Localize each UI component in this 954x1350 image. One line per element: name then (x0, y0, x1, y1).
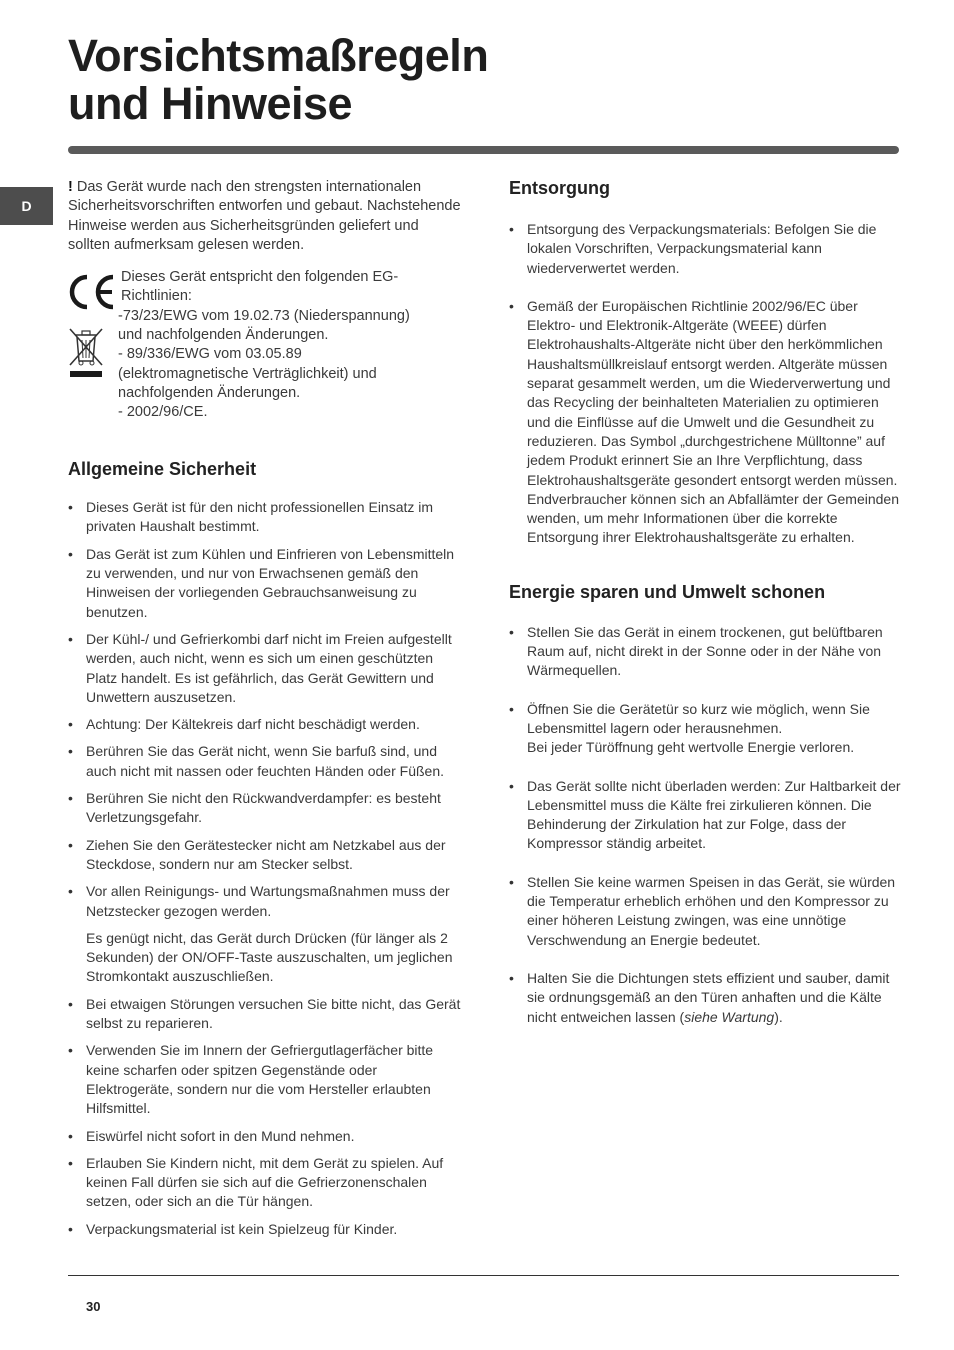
section-heading-entsorgung: Entsorgung (509, 178, 610, 198)
list-item: • Erlauben Sie Kindern nicht, mit dem Gerät zu spielen. Auf keinen Fall dürfen sie sich auf die Gefrierzonenschalen setzen, oder sich an die Tür hängen. (68, 1154, 463, 1212)
list-item: • Dieses Gerät ist für den nicht professionellen Einsatz im privaten Haushalt bestimmt. (68, 498, 463, 537)
maintenance-reference: siehe Wartung (684, 1008, 775, 1025)
ce-line: - 2002/96/CE. (118, 404, 208, 421)
ce-compliance-block (68, 269, 463, 433)
ce-line: -73/23/EWG vom 19.02.73 (Niederspannung) (118, 307, 410, 324)
language-tab: D (0, 187, 53, 225)
seal-text-end: ). (774, 1008, 783, 1025)
intro-text: Das Gerät wurde nach den strengsten internationalen Sicherheitsvorschriften entworfen und gebaut. Nachstehende Hinweise werden aus Sicherheitsgründen geliefert und sollten aufmerksam gelesen werden. (68, 179, 461, 253)
door-text: • Öffnen Sie die Gerätetür so kurz wie möglich, wenn Sie Lebensmittel lagern oder herausnehmen. (527, 700, 870, 736)
ce-line: Richtlinien: (121, 288, 192, 305)
footer-divider (68, 1275, 899, 1276)
intro-paragraph (68, 178, 463, 255)
weee-text: • Gemäß der Europäischen Richtlinie 2002/96/EC über Elektro- und Elektronik-Altgeräte (WEEE) dürfen Elektrohaushalts-Altgeräte nicht über den herkömmlichen Haushaltsmüllkreislauf entsorgt werden. Altgeräte müssen separat gesammelt werden, um die Wiederverwertung und das Recycling der beinhalteten Materialien zu optimieren und die Einflüsse auf die Umwelt und die Gesundheit zu reduzieren. Das Symbol „durchgestrichene Mülltonne” auf jedem Produkt erinnert Sie an Ihre Verpflichtung, dass Elektrohaushaltsgeräte gesondert entsorgt werden müssen. (527, 297, 898, 488)
list-item (509, 700, 904, 758)
section-heading-energie: Energie sparen und Umwelt schonen (509, 581, 826, 602)
safety-list-continued (68, 995, 463, 1239)
list-item (509, 969, 904, 1027)
list-item: • Verpackungsmaterial ist kein Spielzeug für Kinder. (68, 1220, 463, 1239)
list-item: • Vor allen Reinigungs- und Wartungsmaßnahmen muss der Netzstecker gezogen werden. (68, 882, 463, 921)
left-column (68, 178, 463, 1247)
list-item: • Achtung: Der Kältekreis darf nicht beschädigt werden. (68, 715, 463, 734)
section-heading-allgemeine-sicherheit: Allgemeine Sicherheit (68, 459, 257, 480)
list-item: • Entsorgung des Verpackungsmaterials: Befolgen Sie die lokalen Vorschriften, Verpackungsmaterial kann wiederverwertet werden. (509, 220, 904, 278)
warning-mark: ! (68, 179, 73, 195)
title-line-1: Vorsichtsmaßregeln (68, 30, 489, 81)
list-item: • Der Kühl-/ und Gefrierkombi darf nicht im Freien aufgestellt werden, auch nicht, wenn es sich um einen geschützten Platz handelt. Es ist gefährlich, das Gerät Gewittern und Unwettern auszusetzen. (68, 630, 463, 707)
right-column (509, 178, 904, 1046)
weee-text-continued: Endverbraucher können sich an Abfallämter der Gemeinden wenden, um mehr Informationen über die korrekte Entsorgung ihrer Elektrohaushaltsgeräte zu erhalten. (527, 490, 899, 546)
list-item: • Das Gerät sollte nicht überladen werden: Zur Haltbarkeit der Lebensmittel muss die Kälte frei zirkulieren können. Die Behinderung der Zirkulation hat zur Folge, dass der Kompressor ständig arbeitet. (509, 777, 904, 854)
on-off-note: Es genügt nicht, das Gerät durch Drücken (für länger als 2 Sekunden) der ON/OFF-Taste auszuschalten, um jeglichen Stromkontakt auszuschließen. (86, 929, 453, 985)
list-item (509, 297, 904, 548)
list-item: • Stellen Sie keine warmen Speisen in das Gerät, sie würden die Temperatur erheblich erhöhen und den Kompressor zu einer höheren Leistung zwingen, was eine unnötige Verschwendung an Energie bedeutet. (509, 873, 904, 950)
page-title (68, 32, 488, 128)
seal-text: Halten Sie die Dichtungen stets effizient und sauber, damit sie ordnungsgemäß an den Türen anhaften und die Kälte nicht entweichen lassen ( (527, 969, 890, 1025)
list-item: • Stellen Sie das Gerät in einem trockenen, gut belüftbaren Raum auf, nicht direkt in der Sonne oder in der Nähe von Wärmequellen. (509, 623, 904, 681)
title-divider (68, 146, 899, 154)
title-line-2: und Hinweise (68, 78, 353, 129)
energy-list (509, 623, 904, 1027)
list-item: • Ziehen Sie den Gerätestecker nicht am Netzkabel aus der Steckdose, sondern nur am Stecker selbst. (68, 836, 463, 875)
ce-line: (elektromagnetische Verträglichkeit) und (118, 365, 377, 382)
list-item: • Berühren Sie das Gerät nicht, wenn Sie barfuß sind, und auch nicht mit nassen oder feuchten Händen oder Füßen. (68, 742, 463, 781)
list-item: • Das Gerät ist zum Kühlen und Einfrieren von Lebensmitteln zu verwenden, und nur von Erwachsenen gemäß den Hinweisen der vorliegenden Gebrauchsanweisung zu benutzen. (68, 545, 463, 622)
list-item: • Verwenden Sie im Innern der Gefriergutlagerfächer bitte keine scharfen oder spitzen Gegenstände oder Elektrogeräte, sondern nur die vom Hersteller erlaubten Hilfsmittel. (68, 1041, 463, 1118)
ce-mark-icon (68, 273, 116, 311)
door-text-continued: Bei jeder Türöffnung geht wertvolle Energie verloren. (527, 739, 855, 756)
disposal-list (509, 220, 904, 548)
ce-directive-text (118, 268, 461, 422)
list-item: • Eiswürfel nicht sofort in den Mund nehmen. (68, 1127, 463, 1146)
list-item: • Bei etwaigen Störungen versuchen Sie bitte nicht, das Gerät selbst zu reparieren. (68, 995, 463, 1034)
page-number: 30 (86, 1299, 101, 1314)
ce-line: nachfolgenden Änderungen. (118, 384, 301, 401)
ce-line: - 89/336/EWG vom 03.05.89 (118, 346, 302, 363)
ce-line: und nachfolgenden Änderungen. (118, 327, 329, 344)
list-item: • Berühren Sie nicht den Rückwandverdampfer: es besteht Verletzungsgefahr. (68, 789, 463, 828)
crossed-bin-icon (68, 325, 104, 379)
ce-line: Dieses Gerät entspricht den folgenden EG- (121, 269, 399, 286)
safety-list (68, 498, 463, 921)
